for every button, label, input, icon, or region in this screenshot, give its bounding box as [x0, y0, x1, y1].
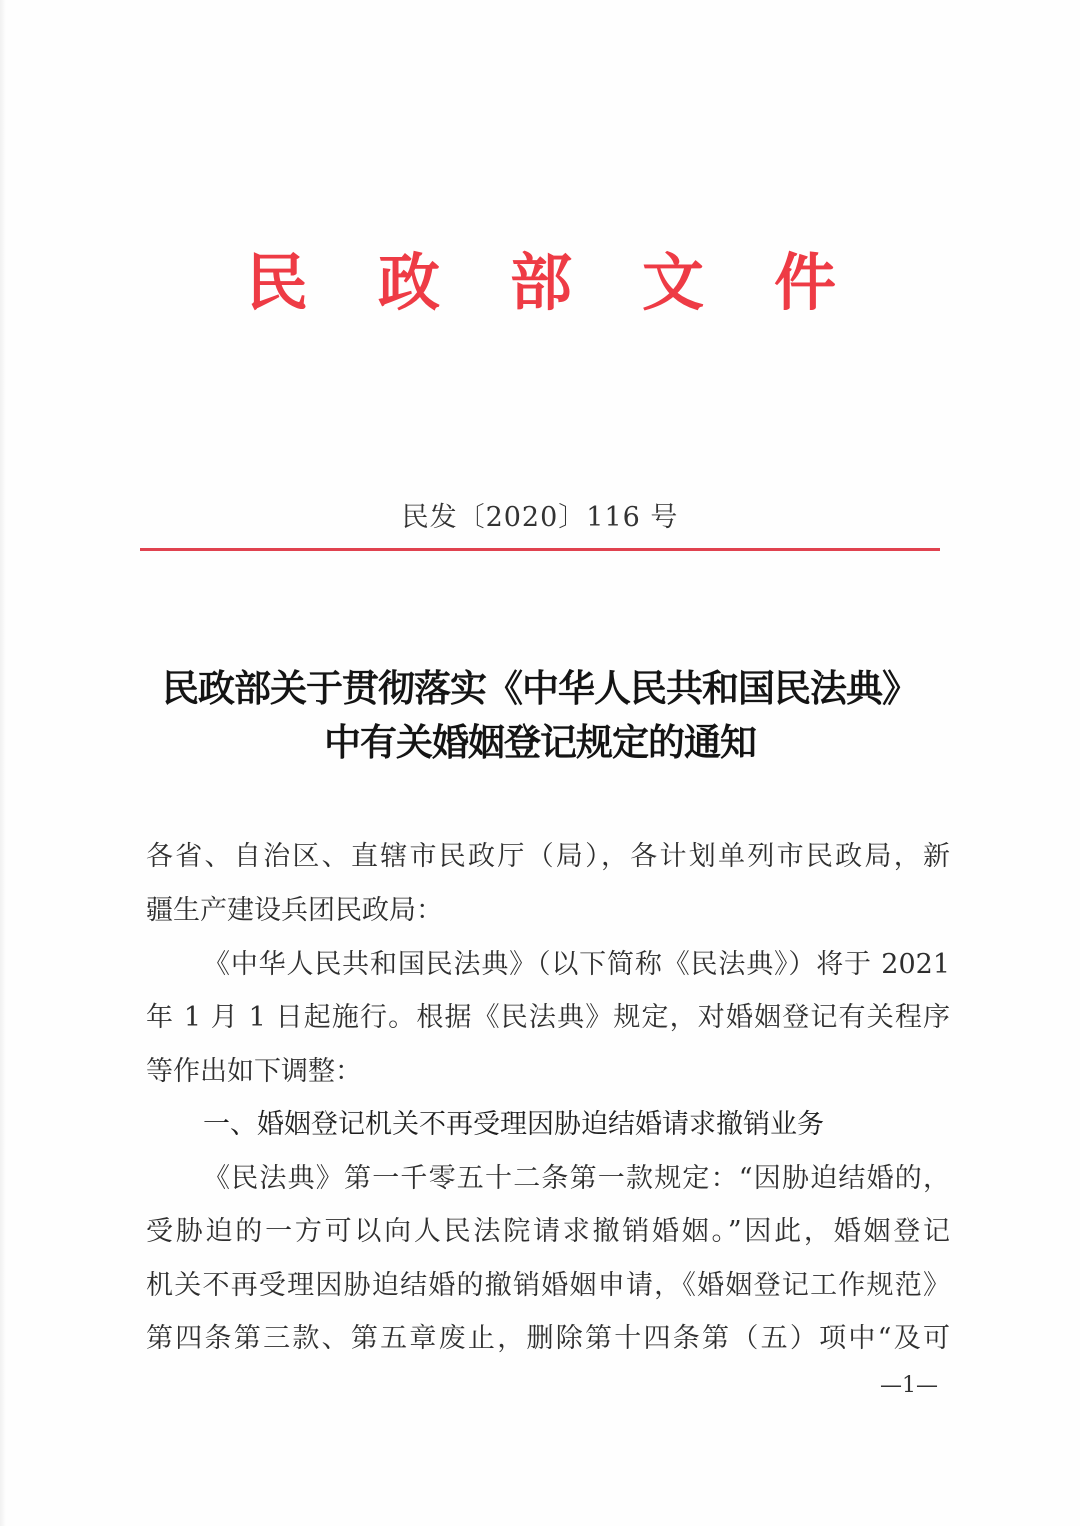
- section-paragraph-line: 《民法典》第一千零五十二条第一款规定：“因胁迫结婚的，: [203, 1163, 950, 1194]
- letterhead-char: 民: [246, 246, 309, 319]
- intro-paragraph-line: 《中华人民共和国民法典》（以下简称《民法典》）将于 2021: [203, 949, 950, 980]
- document-title-line-1: 民政部关于贯彻落实《中华人民共和国民法典》: [162, 666, 918, 710]
- section-paragraph-line: 受胁迫的一方可以向人民法院请求撤销婚姻。”因此，婚姻登记: [146, 1216, 950, 1247]
- section-paragraph-line: 第四条第三款、第五章废止，删除第十四条第（五）项中“及可: [146, 1323, 950, 1354]
- intro-paragraph-line: 等作出如下调整：: [146, 1056, 362, 1087]
- letterhead-char: 部: [510, 246, 573, 319]
- intro-paragraph-line: 年 1 月 1 日起施行。根据《民法典》规定，对婚姻登记有关程序: [146, 1002, 950, 1033]
- addressee-line: 疆生产建设兵团民政局：: [146, 895, 443, 926]
- addressee-line: 各省、自治区、直辖市民政厅（局），各计划单列市民政局，新: [146, 841, 950, 872]
- letterhead-char: 政: [378, 246, 441, 319]
- page-number: —1—: [880, 1373, 938, 1398]
- letterhead-char: 件: [774, 246, 837, 319]
- section-heading: 一、婚姻登记机关不再受理因胁迫结婚请求撤销业务: [203, 1109, 824, 1140]
- letterhead-char: 文: [642, 246, 705, 319]
- red-divider-line: [140, 548, 940, 551]
- red-letterhead: [0, 248, 1080, 318]
- document-number: 民发〔2020〕116 号: [401, 502, 679, 533]
- document-title-line-2: 中有关婚姻登记规定的通知: [324, 720, 756, 764]
- section-paragraph-line: 机关不再受理因胁迫结婚的撤销婚姻申请，《婚姻登记工作规范》: [146, 1270, 950, 1301]
